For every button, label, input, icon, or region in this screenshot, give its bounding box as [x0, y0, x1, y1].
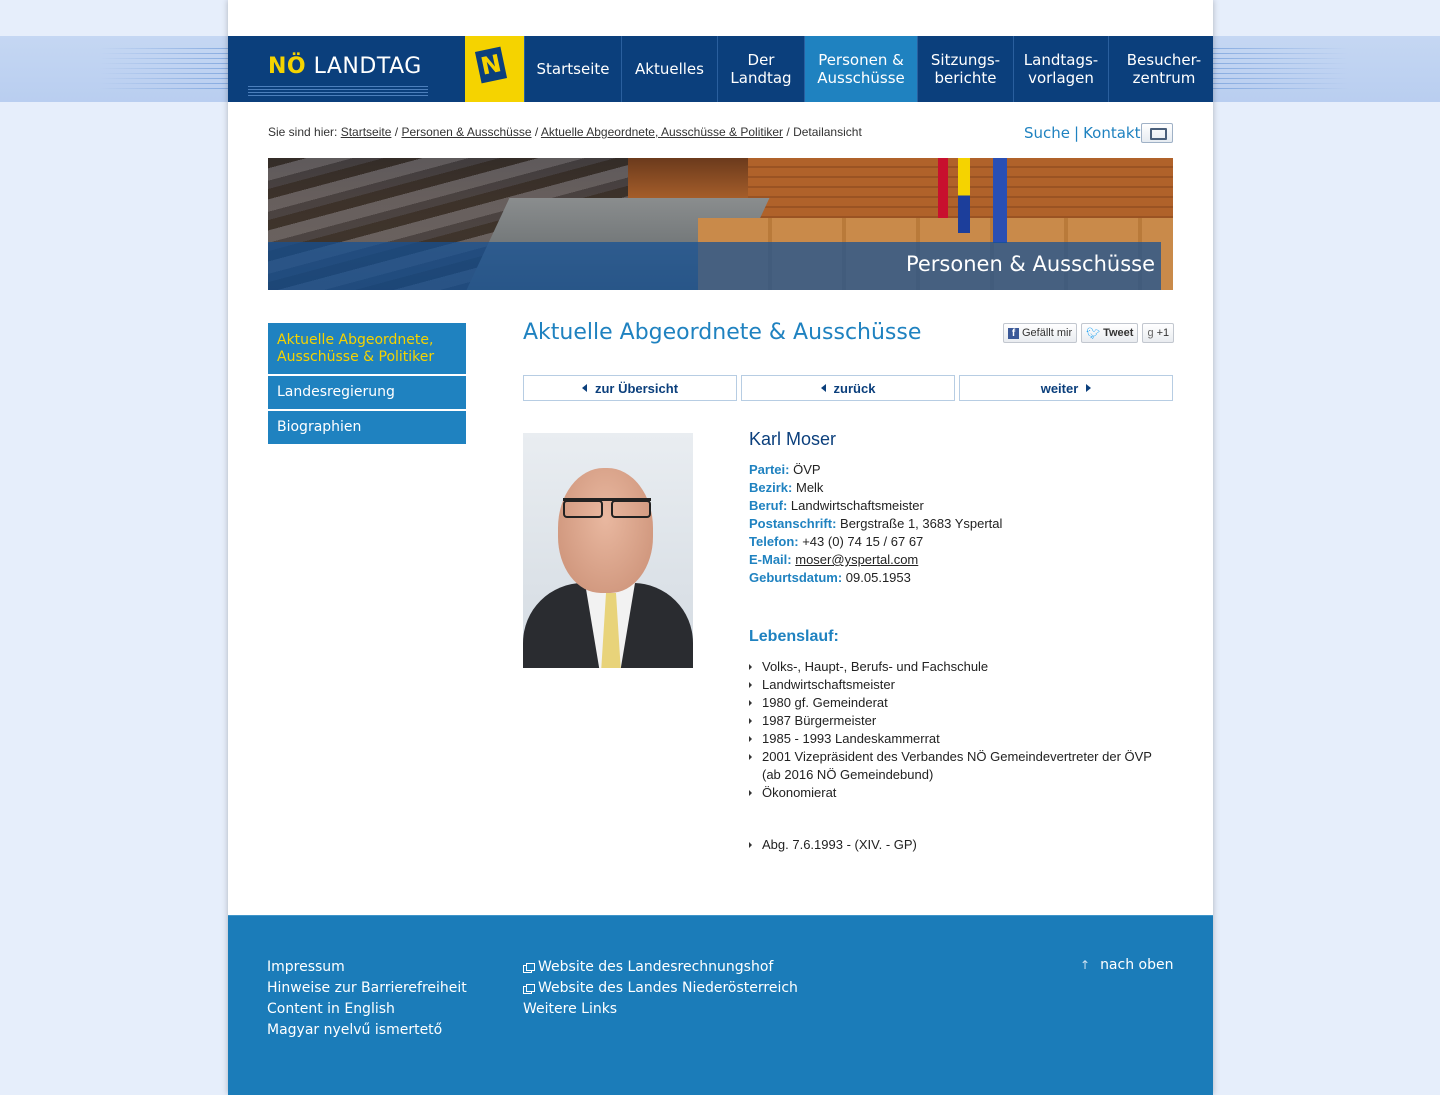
footer-link-label: Website des Landes Niederösterreich	[538, 980, 798, 996]
site-footer	[228, 915, 1213, 1095]
footer-link[interactable]: Impressum	[267, 959, 345, 975]
left-decor-lines	[100, 48, 228, 90]
list-item: 1980 gf. Gemeinderat	[749, 694, 1169, 712]
nav-item-4[interactable]: Sitzungs- berichte	[917, 36, 1013, 102]
list-item: 1987 Bürgermeister	[749, 712, 1169, 730]
flag-red	[938, 158, 948, 218]
footer-link[interactable]	[523, 999, 798, 1020]
breadcrumb-prefix: Sie sind hier:	[268, 125, 338, 139]
arrow-up-icon: ↑	[1080, 958, 1091, 972]
facebook-label: Gefällt mir	[1022, 327, 1073, 339]
breadcrumb-personen[interactable]: Personen & Ausschüsse	[401, 125, 532, 139]
fact-key: Bezirk:	[749, 480, 793, 495]
tweet-label: Tweet	[1103, 327, 1134, 339]
breadcrumb-current: Detailansicht	[793, 125, 862, 139]
page-container	[228, 0, 1213, 1094]
fact-row	[749, 569, 1002, 587]
photo-glasses	[563, 498, 651, 517]
list-item: 2001 Vizepräsident des Verbandes NÖ Gemeindevertreter der ÖVP (ab 2016 NÖ Gemeindebund)	[749, 748, 1169, 784]
logo-text: LANDTAG	[313, 54, 422, 79]
fact-key: Telefon:	[749, 534, 799, 549]
fact-row	[749, 515, 1002, 533]
breadcrumb-sep: /	[394, 125, 399, 139]
detail-pager	[523, 375, 1173, 401]
right-decor-lines	[1213, 48, 1348, 90]
fact-row	[749, 497, 1002, 515]
footer-link[interactable]: Content in English	[267, 1001, 395, 1017]
footer-col-links	[523, 957, 798, 1020]
cv-list	[749, 658, 1169, 802]
breadcrumb	[268, 125, 862, 139]
nav-item-3[interactable]: Personen & Ausschüsse	[804, 36, 917, 102]
cv-title: Lebenslauf:	[749, 628, 839, 645]
fact-key: Postanschrift:	[749, 516, 837, 531]
footer-link-label: Weitere Links	[523, 1001, 618, 1017]
external-link-icon	[523, 984, 534, 994]
section-subnav	[268, 323, 466, 446]
fact-key: E-Mail:	[749, 552, 792, 567]
breadcrumb-startseite[interactable]: Startseite	[340, 125, 392, 139]
back-to-top-label: nach oben	[1100, 957, 1174, 973]
facebook-like-button[interactable]	[1003, 323, 1077, 343]
person-facts	[749, 461, 1002, 587]
nav-item-2[interactable]: Der Landtag	[717, 36, 804, 102]
fact-value: Melk	[795, 480, 824, 495]
fact-key: Geburtsdatum:	[749, 570, 843, 585]
fact-row	[749, 551, 1002, 569]
flag-eu	[993, 158, 1007, 243]
gplus-label: +1	[1156, 327, 1170, 339]
footer-link[interactable]	[523, 978, 798, 999]
external-link-icon	[523, 963, 534, 973]
emblem-letter: N	[475, 47, 507, 84]
footer-col-legal	[267, 957, 467, 1041]
tweet-button[interactable]	[1081, 323, 1138, 343]
flag-noe	[958, 158, 970, 233]
overview-label: zur Übersicht	[594, 380, 679, 396]
person-photo	[523, 433, 693, 668]
logo-decor	[248, 86, 428, 96]
logo-prefix: NÖ	[268, 54, 307, 79]
person-name: Karl Moser	[749, 429, 837, 449]
back-to-top-link[interactable]	[1080, 957, 1173, 973]
fact-value: +43 (0) 74 15 / 67 67	[802, 534, 924, 549]
next-button[interactable]	[959, 375, 1173, 401]
noe-emblem-icon[interactable]	[465, 36, 524, 102]
arrow-left-icon	[821, 384, 826, 392]
footer-link[interactable]	[523, 957, 798, 978]
photo-head	[558, 468, 653, 593]
fact-value: ÖVP	[793, 462, 821, 477]
terms-list	[749, 836, 1169, 854]
fact-key: Partei:	[749, 462, 790, 477]
search-link[interactable]: Suche	[1024, 124, 1071, 142]
fact-row	[749, 479, 1002, 497]
footer-link[interactable]: Hinweise zur Barrierefreiheit	[267, 980, 467, 996]
utility-links	[1024, 124, 1141, 142]
subnav-item-2[interactable]: Biographien	[268, 411, 466, 444]
site-logo[interactable]	[268, 54, 422, 84]
site-header	[228, 36, 1213, 102]
list-item: Volks-, Haupt-, Berufs- und Fachschule	[749, 658, 1169, 676]
twitter-icon: 🐦︎	[1086, 327, 1101, 340]
subnav-item-1[interactable]: Landesregierung	[268, 376, 466, 409]
list-item: Landwirtschaftsmeister	[749, 676, 1169, 694]
banner-title: Personen & Ausschüsse	[905, 252, 1155, 276]
fact-value: Landwirtschaftsmeister	[790, 498, 924, 513]
section-banner	[268, 158, 1173, 290]
social-buttons	[1003, 323, 1174, 343]
fact-key: Beruf:	[749, 498, 788, 513]
footer-link-label: Website des Landesrechnungshof	[538, 959, 774, 975]
list-item: Abg. 7.6.1993 - (XIV. - GP)	[749, 836, 1169, 854]
main-nav	[524, 36, 1219, 102]
fact-value: 09.05.1953	[845, 570, 911, 585]
subnav-item-0[interactable]: Aktuelle Abgeordnete, Ausschüsse & Politiker	[268, 323, 466, 374]
page-title: Aktuelle Abgeordnete & Ausschüsse	[523, 320, 922, 345]
contact-link[interactable]: Kontakt	[1083, 124, 1141, 142]
footer-link[interactable]: Magyar nyelvű ismertető	[267, 1022, 443, 1038]
overview-button[interactable]	[523, 375, 737, 401]
list-item: 1985 - 1993 Landeskammerrat	[749, 730, 1169, 748]
breadcrumb-sep: /	[786, 125, 790, 139]
fact-row	[749, 461, 1002, 479]
gplus-button[interactable]	[1142, 323, 1174, 343]
arrow-right-icon	[1086, 384, 1091, 392]
fact-value: Bergstraße 1, 3683 Yspertal	[840, 516, 1003, 531]
gplus-icon: g	[1147, 327, 1154, 339]
email-link[interactable]: moser@yspertal.com	[795, 552, 919, 567]
breadcrumb-sep: /	[534, 125, 539, 139]
fact-row	[749, 533, 1002, 551]
nav-item-0[interactable]: Startseite	[524, 36, 621, 102]
nav-item-1[interactable]: Aktuelles	[621, 36, 717, 102]
nav-item-5[interactable]: Landtags- vorlagen	[1013, 36, 1108, 102]
back-button[interactable]	[741, 375, 955, 401]
util-sep: |	[1074, 124, 1080, 142]
back-label: zurück	[833, 380, 876, 396]
next-label: weiter	[1040, 380, 1079, 396]
nav-item-6[interactable]: Besucher- zentrum	[1108, 36, 1219, 102]
breadcrumb-abgeordnete[interactable]: Aktuelle Abgeordnete, Ausschüsse & Politiker	[540, 125, 784, 139]
facebook-icon: f	[1008, 328, 1019, 339]
list-item: Ökonomierat	[749, 784, 1169, 802]
print-icon[interactable]	[1141, 123, 1173, 143]
arrow-left-icon	[582, 384, 587, 392]
